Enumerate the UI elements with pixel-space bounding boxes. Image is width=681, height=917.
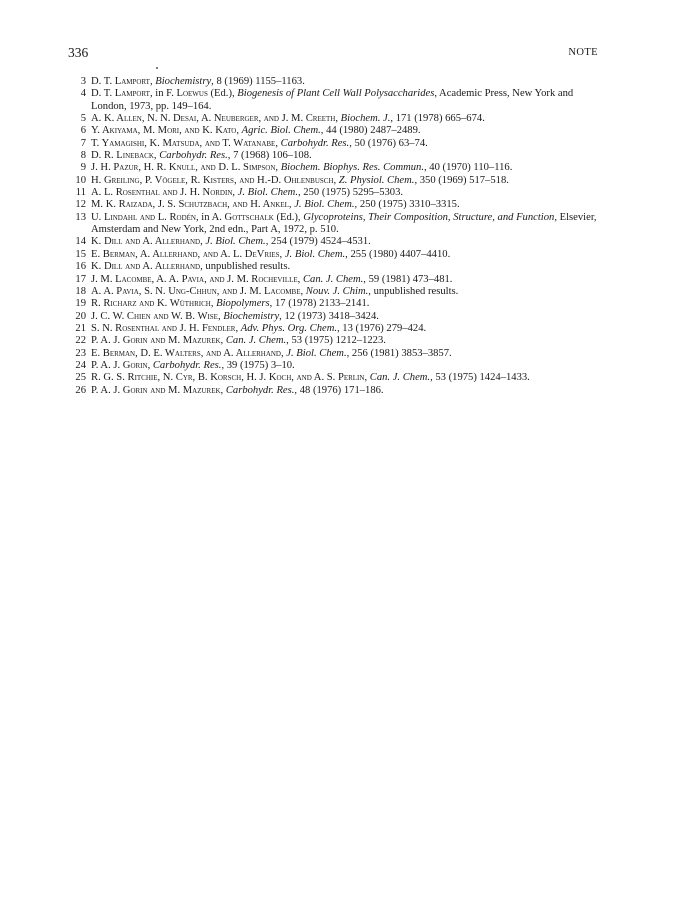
reference-text: , 53 (1975) 1212–1223. <box>286 335 386 347</box>
reference-authors: J. C. W. Chien and W. B. Wise <box>91 310 218 322</box>
reference-title: Agric. Biol. Chem. <box>241 125 321 137</box>
reference-text: , <box>275 137 281 149</box>
reference-title: Biochem. Biophys. Res. Commun. <box>280 162 424 174</box>
reference-text: , unpublished results. <box>200 261 291 273</box>
reference-title: Biogenesis of Plant Cell Wall Polysaccharides <box>237 88 435 100</box>
reference-text: , unpublished results. <box>368 285 459 297</box>
reference-title: J. Biol. Chem. <box>286 347 347 359</box>
reference-number: 19 <box>75 298 86 310</box>
reference-text: , Academic Press, New York and London, 1973, pp. 149–164. <box>91 88 574 112</box>
reference-item <box>70 76 610 88</box>
reference-title: Nouv. J. Chim. <box>305 285 369 297</box>
reference-title: J. Biol. Chem. <box>237 187 298 199</box>
reference-item <box>70 236 610 248</box>
reference-text: (Ed.), <box>273 211 304 223</box>
reference-title: Biochemistry <box>223 310 280 322</box>
reference-text: , <box>153 150 160 162</box>
reference-text: , <box>279 248 285 260</box>
reference-number: 3 <box>80 76 86 87</box>
reference-text: , 256 (1981) 3853–3857. <box>346 347 452 359</box>
reference-authors: U. Lindahl and L. Rodén <box>91 211 196 223</box>
reference-text: , in A. <box>195 211 225 223</box>
reference-text: , 13 (1976) 279–424. <box>337 322 427 334</box>
reference-number: 16 <box>75 261 86 273</box>
reference-number: 24 <box>75 359 86 371</box>
reference-title: Can. J. Chem. <box>369 372 431 384</box>
reference-authors: A. L. Rosenthal and J. H. Nordin <box>91 187 233 199</box>
reference-item <box>70 125 610 137</box>
reference-text: , <box>281 347 287 359</box>
reference-authors: K. Dill and A. Allerhand <box>91 261 201 273</box>
reference-number: 18 <box>75 285 86 297</box>
reference-text: , <box>235 322 241 334</box>
reference-text: , <box>232 187 238 199</box>
reference-number: 17 <box>75 273 86 285</box>
reference-text: , 171 (1978) 665–674. <box>390 113 485 125</box>
reference-authors: P. A. J. Gorin <box>91 359 148 371</box>
reference-authors: P. A. J. Gorin and M. Mazurek <box>91 335 221 347</box>
reference-item <box>70 187 610 199</box>
reference-text: , <box>149 76 156 87</box>
reference-item <box>70 199 610 211</box>
reference-number: 9 <box>80 162 86 174</box>
reference-item <box>70 298 610 310</box>
reference-authors: P. A. J. Gorin and M. Mazurek <box>91 384 221 396</box>
reference-title: Adv. Phys. Org. Chem. <box>240 322 337 334</box>
reference-text: , 39 (1975) 3–10. <box>221 359 295 371</box>
reference-text: , 40 (1970) 110–116. <box>424 162 513 174</box>
reference-text: , 250 (1975) 5295–5303. <box>298 187 404 199</box>
reference-authors: S. N. Rosenthal and J. H. Fendler <box>91 322 236 334</box>
reference-item <box>70 175 610 187</box>
reference-text: , Elsevier, Amsterdam and New York, 2nd edn., Part A, 1972, p. 510. <box>91 211 597 236</box>
reference-text: , <box>217 310 224 322</box>
reference-item <box>70 335 610 347</box>
reference-text: , <box>220 335 226 347</box>
reference-text: , 8 (1969) 1155–1163. <box>211 76 305 87</box>
reference-text: , 7 (1968) 106–108. <box>227 150 312 162</box>
reference-text: , <box>147 359 153 371</box>
reference-text: , 250 (1975) 3310–3315. <box>354 199 460 211</box>
running-head: NOTE <box>568 47 598 58</box>
reference-text: , 59 (1981) 473–481. <box>363 273 453 285</box>
reference-authors: D. T. Lamport <box>91 88 150 100</box>
reference-title: J. Biol. Chem. <box>294 199 355 211</box>
reference-item <box>70 286 610 298</box>
reference-text: , <box>275 162 281 174</box>
reference-number: 13 <box>75 211 86 223</box>
reference-title: Can. J. Chem. <box>225 335 287 347</box>
reference-number: 12 <box>75 199 86 211</box>
reference-number: 10 <box>75 174 86 186</box>
reference-text: , <box>300 285 306 297</box>
reference-title: Glycoproteins, Their Composition, Structure, and Function <box>303 211 555 223</box>
reference-title: Carbohydr. Res. <box>225 384 295 396</box>
page-number: 336 <box>68 45 89 60</box>
reference-authors: D. R. Lineback <box>91 150 154 162</box>
reference-text: , <box>236 125 242 137</box>
reference-item <box>70 88 610 113</box>
reference-text: , <box>364 372 370 384</box>
reference-title: J. Biol. Chem. <box>205 236 266 248</box>
reference-number: 6 <box>80 125 86 137</box>
reference-title: Can. J. Chem. <box>302 273 364 285</box>
reference-text: (Ed.), <box>207 88 238 100</box>
reference-authors: T. Yamagishi, K. Matsuda, and T. Watanabe <box>91 137 276 149</box>
reference-item <box>70 162 610 174</box>
reference-text: , <box>297 273 303 285</box>
reference-item <box>70 274 610 286</box>
reference-title: Biopolymers <box>216 298 270 310</box>
reference-item <box>70 113 610 125</box>
reference-title: Carbohydr. Res. <box>159 150 228 162</box>
reference-text: , 17 (1978) 2133–2141. <box>269 298 370 310</box>
reference-number: 14 <box>75 236 86 248</box>
reference-number: 8 <box>80 150 86 162</box>
reference-text: , 350 (1969) 517–518. <box>414 174 509 186</box>
reference-item <box>70 249 610 261</box>
reference-authors: M. K. Raizada, J. S. Schutzbach, and H. Ankel <box>91 199 289 211</box>
reference-number: 15 <box>75 248 86 260</box>
reference-number: 21 <box>75 322 86 334</box>
reference-authors: E. Berman, A. Allerhand, and A. L. DeVries <box>91 248 280 260</box>
reference-text: , 53 (1975) 1424–1433. <box>430 372 530 384</box>
reference-authors: R. G. S. Ritchie, N. Cyr, B. Korsch, H. J. Koch, and A. S. Perlin <box>91 372 365 384</box>
reference-authors: Gottschalk <box>224 211 274 223</box>
reference-title: Z. Physiol. Chem. <box>338 174 415 186</box>
reference-authors: H. Greiling, P. Vögele, R. Kisters, and H.-D. Ohlenbusch <box>91 174 334 186</box>
reference-list <box>70 76 610 397</box>
reference-item <box>70 372 610 384</box>
reference-title: Carbohydr. Res. <box>280 137 350 149</box>
reference-number: 23 <box>75 347 86 359</box>
reference-number: 22 <box>75 335 86 347</box>
reference-number: 11 <box>75 187 86 199</box>
reference-text: , <box>333 174 339 186</box>
reference-item <box>70 348 610 360</box>
reference-title: Biochemistry <box>155 76 212 87</box>
reference-number: 25 <box>75 372 86 384</box>
reference-text: , in F. <box>149 88 177 100</box>
reference-item <box>70 360 610 372</box>
reference-number: 7 <box>80 137 86 149</box>
reference-text: , <box>335 113 341 125</box>
reference-text: , 12 (1973) 3418–3424. <box>279 310 379 322</box>
reference-authors: R. Richarz and K. Wüthrich <box>91 298 211 310</box>
reference-authors: E. Berman, D. E. Walters, and A. Allerhand <box>91 347 281 359</box>
reference-text: , 255 (1980) 4407–4410. <box>345 248 451 260</box>
reference-number: 5 <box>80 113 86 125</box>
reference-text: , <box>210 298 217 310</box>
reference-text: , 50 (1976) 63–74. <box>349 137 428 149</box>
reference-number: 26 <box>75 384 86 396</box>
reference-title: Carbohydr. Res. <box>152 359 222 371</box>
reference-item <box>70 150 610 162</box>
reference-text: , 254 (1979) 4524–4531. <box>265 236 371 248</box>
reference-item <box>70 311 610 323</box>
reference-number: 4 <box>80 88 86 100</box>
reference-authors: D. T. Lamport <box>91 76 150 87</box>
reference-item <box>70 261 610 273</box>
reference-authors: A. A. Pavia, S. N. Ung-Chhun, and J. M. Lacombe <box>91 285 301 297</box>
reference-authors: K. Dill and A. Allerhand <box>91 236 201 248</box>
reference-authors: Loewus <box>176 88 208 100</box>
reference-item <box>70 323 610 335</box>
reference-text: , <box>288 199 295 211</box>
reference-number: 20 <box>75 310 86 322</box>
reference-authors: J. H. Pazur, H. R. Knull, and D. L. Simpson <box>91 162 276 174</box>
print-speck <box>156 67 158 69</box>
reference-text: , 44 (1980) 2487–2489. <box>320 125 421 137</box>
reference-authors: J. M. Lacombe, A. A. Pavia, and J. M. Rocheville <box>91 273 298 285</box>
reference-item <box>70 385 610 397</box>
reference-authors: A. K. Allen, N. N. Desai, A. Neuberger, and J. M. Creeth <box>91 113 336 125</box>
reference-title: J. Biol. Chem. <box>284 248 346 260</box>
reference-item <box>70 212 610 237</box>
reference-item <box>70 138 610 150</box>
reference-authors: Y. Akiyama, M. Mori, and K. Kato <box>91 125 237 137</box>
reference-title: Biochem. J. <box>340 113 391 125</box>
reference-text: , 48 (1976) 171–186. <box>294 384 384 396</box>
reference-text: , <box>200 236 206 248</box>
reference-text: , <box>220 384 226 396</box>
